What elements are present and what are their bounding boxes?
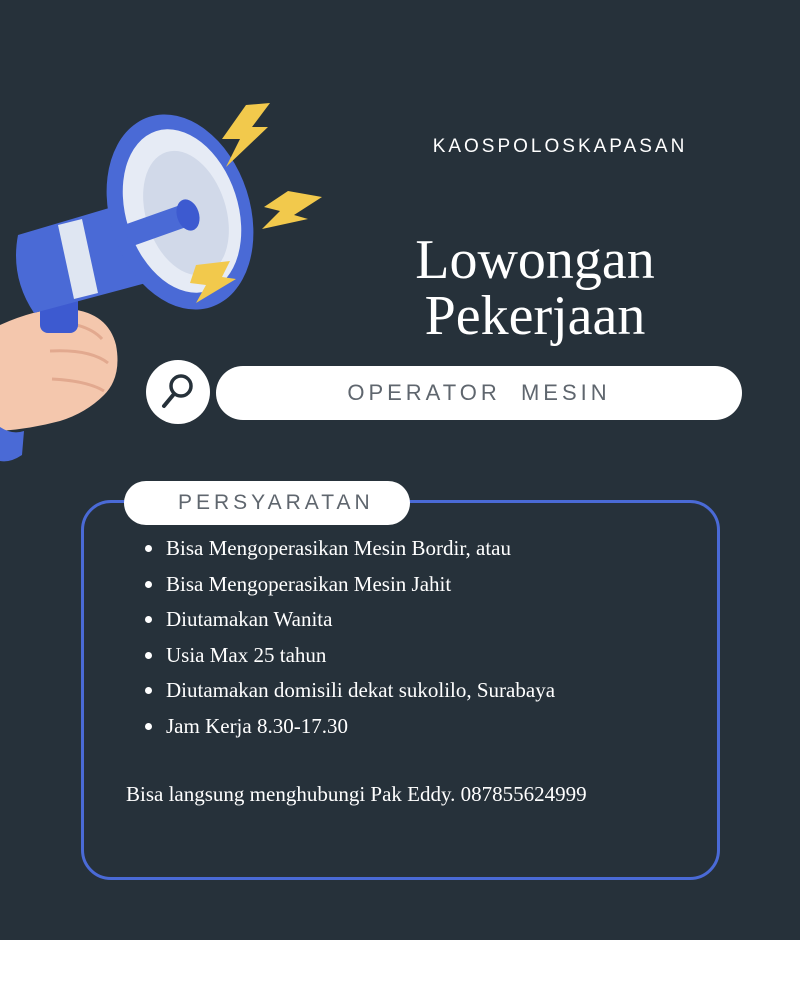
- title-line-2: Pekerjaan: [424, 285, 646, 347]
- brand-name: KAOSPOLOSKAPASAN: [432, 136, 688, 157]
- requirement-item: Diutamakan Wanita: [140, 604, 700, 640]
- position-search-bar: OPERATOR MESIN: [216, 366, 742, 420]
- search-icon: [160, 372, 196, 412]
- requirement-item: Diutamakan domisili dekat sukolilo, Surabaya: [140, 675, 700, 711]
- title-line-1: Lowongan: [415, 229, 655, 291]
- contact-info: Bisa langsung menghubungi Pak Eddy. 087855624999: [126, 782, 587, 806]
- page-title: [330, 229, 740, 347]
- requirement-item: Usia Max 25 tahun: [140, 640, 700, 676]
- requirements-label: PERSYARATAN: [124, 481, 410, 525]
- requirements-list: [140, 533, 700, 746]
- requirement-item: Bisa Mengoperasikan Mesin Jahit: [140, 569, 700, 605]
- search-icon-badge: [146, 360, 210, 424]
- requirement-item: Jam Kerja 8.30-17.30: [140, 711, 700, 747]
- requirement-item: Bisa Mengoperasikan Mesin Bordir, atau: [140, 533, 700, 569]
